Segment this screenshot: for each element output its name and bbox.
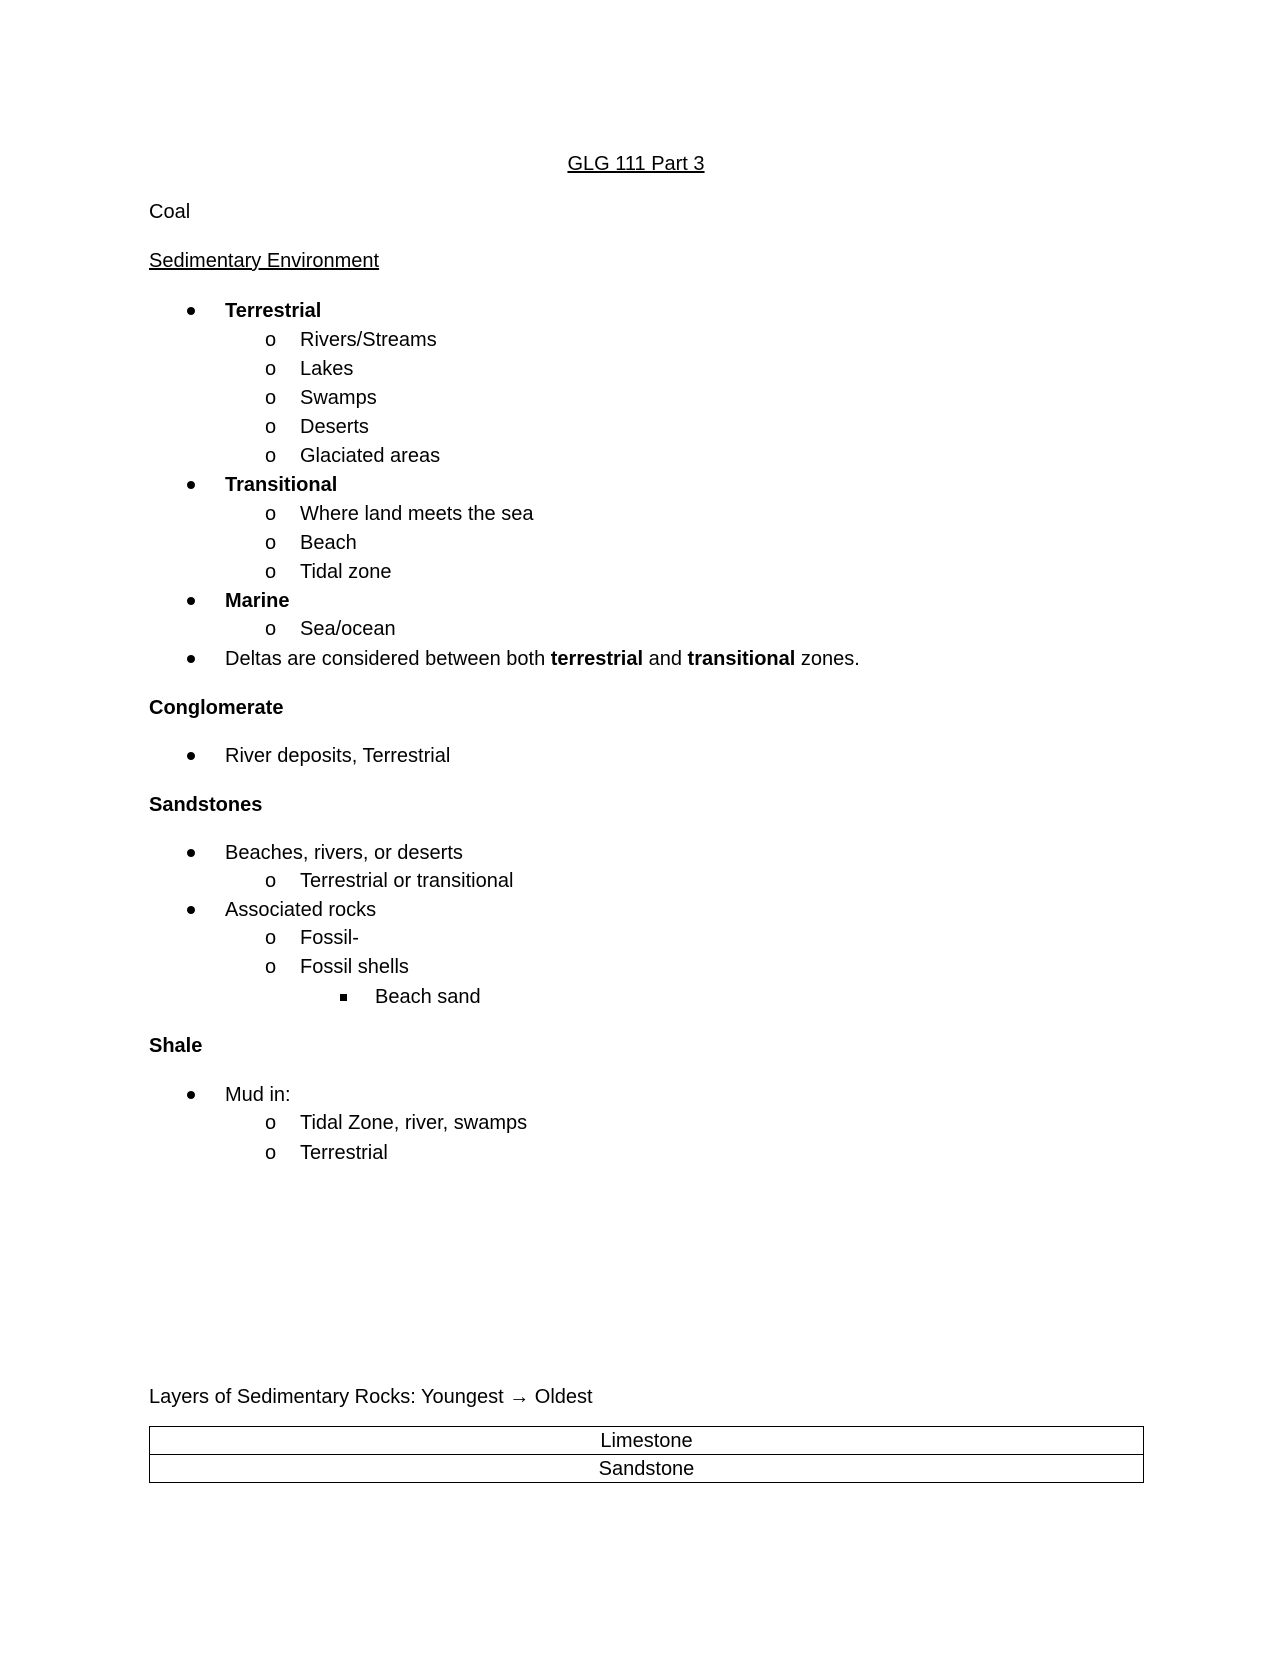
table-row bbox=[150, 1455, 1144, 1483]
arrow-right-icon: → bbox=[509, 1386, 530, 1408]
bullet-dot bbox=[187, 481, 195, 489]
list-item: Terrestrial or transitional bbox=[300, 870, 514, 892]
terrestrial-label: Terrestrial bbox=[225, 300, 322, 322]
list-item: Fossil- bbox=[300, 927, 359, 949]
list-item: Beaches, rivers, or deserts bbox=[225, 842, 463, 864]
table-row bbox=[150, 1427, 1144, 1455]
layers-caption-post: Oldest bbox=[529, 1386, 593, 1408]
bullet-dot bbox=[187, 849, 195, 857]
sub-bullet-marker: o bbox=[265, 358, 277, 380]
list-item: Tidal zone bbox=[300, 561, 392, 583]
layer-cell: Limestone bbox=[150, 1427, 1144, 1455]
sub-bullet-marker: o bbox=[265, 445, 277, 467]
list-item: Lakes bbox=[300, 358, 354, 380]
shale-heading: Shale bbox=[149, 1035, 203, 1057]
coal-heading: Coal bbox=[149, 201, 191, 223]
list-item: Deserts bbox=[300, 416, 369, 438]
list-item: Fossil shells bbox=[300, 956, 409, 978]
bullet-dot bbox=[187, 906, 195, 914]
list-item: River deposits, Terrestrial bbox=[225, 745, 451, 767]
layer-cell: Sandstone bbox=[150, 1455, 1144, 1483]
conglomerate-heading: Conglomerate bbox=[149, 697, 284, 719]
deltas-bold-transitional: transitional bbox=[687, 648, 796, 670]
list-item: Glaciated areas bbox=[300, 445, 441, 467]
sub-bullet-marker: o bbox=[265, 561, 277, 583]
sub-bullet-marker: o bbox=[265, 1142, 277, 1164]
layers-caption bbox=[149, 1385, 593, 1409]
sub-bullet-marker: o bbox=[265, 927, 277, 949]
sub-bullet-marker: o bbox=[265, 618, 277, 640]
list-item: Beach bbox=[300, 532, 357, 554]
bullet-dot bbox=[187, 752, 195, 760]
list-item: Beach sand bbox=[375, 986, 481, 1008]
sub-bullet-marker: o bbox=[265, 870, 277, 892]
deltas-text-mid: and bbox=[643, 648, 688, 670]
square-bullet bbox=[340, 994, 347, 1001]
deltas-text-pre: Deltas are considered between both bbox=[225, 648, 551, 670]
deltas-bold-terrestrial: terrestrial bbox=[550, 648, 644, 670]
page-title: GLG 111 Part 3 bbox=[567, 153, 705, 175]
list-item: Associated rocks bbox=[225, 899, 377, 921]
deltas-line bbox=[225, 647, 860, 671]
sedimentary-heading: Sedimentary Environment bbox=[149, 250, 380, 272]
bullet-dot bbox=[187, 655, 195, 663]
list-item: Where land meets the sea bbox=[300, 503, 534, 525]
sub-bullet-marker: o bbox=[265, 387, 277, 409]
sub-bullet-marker: o bbox=[265, 416, 277, 438]
sub-bullet-marker: o bbox=[265, 329, 277, 351]
bullet-dot bbox=[187, 307, 195, 315]
bullet-dot bbox=[187, 597, 195, 605]
transitional-label: Transitional bbox=[225, 474, 338, 496]
sub-bullet-marker: o bbox=[265, 532, 277, 554]
bullet-dot bbox=[187, 1091, 195, 1099]
sub-bullet-marker: o bbox=[265, 1112, 277, 1134]
list-item: Rivers/Streams bbox=[300, 329, 437, 351]
sandstones-heading: Sandstones bbox=[149, 794, 263, 816]
marine-label: Marine bbox=[225, 590, 290, 612]
layers-caption-pre: Layers of Sedimentary Rocks: Youngest bbox=[149, 1386, 510, 1408]
layers-table bbox=[149, 1426, 1144, 1483]
list-item: Mud in: bbox=[225, 1084, 291, 1106]
list-item: Sea/ocean bbox=[300, 618, 396, 640]
deltas-text-post: zones. bbox=[795, 648, 860, 670]
sub-bullet-marker: o bbox=[265, 956, 277, 978]
list-item: Swamps bbox=[300, 387, 377, 409]
list-item: Tidal Zone, river, swamps bbox=[300, 1112, 528, 1134]
sub-bullet-marker: o bbox=[265, 503, 277, 525]
list-item: Terrestrial bbox=[300, 1142, 388, 1164]
